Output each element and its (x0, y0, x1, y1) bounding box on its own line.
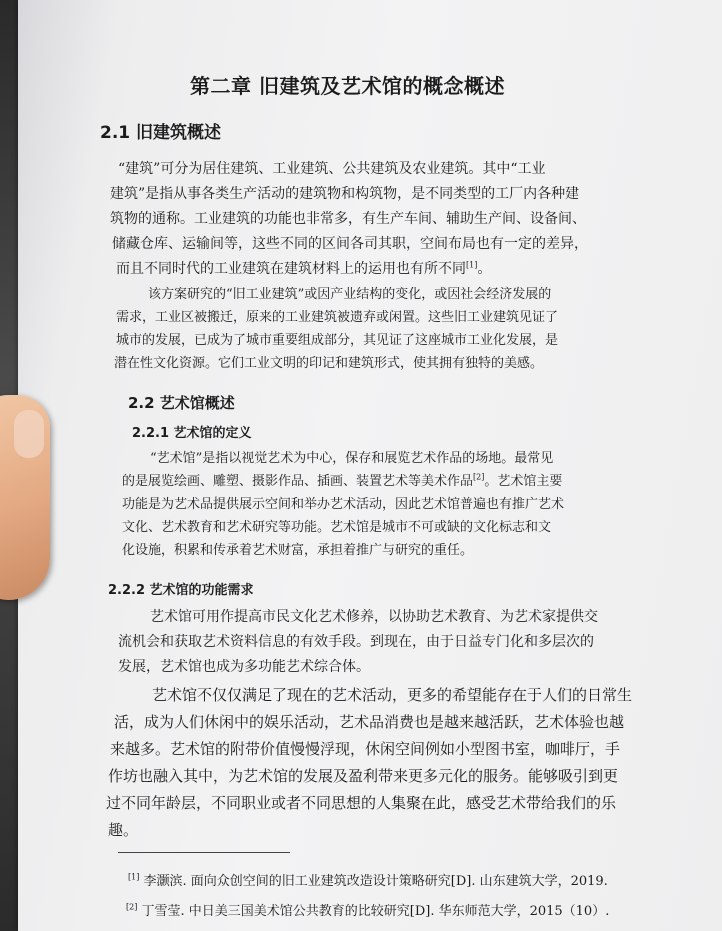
s222-line-5: 活，成为人们休闲中的娱乐活动，艺术品消费也是越来越活跃，艺术体验也越 (114, 713, 625, 731)
s21-line-1: “建筑”可分为居住建筑、工业建筑、公共建筑及农业建筑。其中“工业 (118, 161, 546, 177)
s21-line-4: 储藏仓库、运输间等，这些不同的区间各司其职，空间布局也有一定的差异， (112, 236, 588, 252)
footnote-1 (128, 870, 608, 889)
s21-line-5 (116, 258, 491, 278)
section-2-2-1-heading: 2.2.1 艺术馆的定义 (132, 426, 252, 441)
s222-line-4: 艺术馆不仅仅满足了现在的艺术活动，更多的希望能存在于人们的日常生 (152, 686, 633, 704)
s222-line-6: 来越多。艺术馆的附带价值慢慢浮现，休闲空间例如小型图书室，咖啡厅，手 (110, 740, 621, 758)
citation-2: [2] (473, 472, 485, 482)
page-content (18, 0, 722, 931)
chapter-title: 第二章 旧建筑及艺术馆的概念概述 (190, 74, 505, 98)
citation-1: [1] (466, 260, 478, 270)
s221-line-2-text: 的是展览绘画、雕塑、摄影作品、插画、装置艺术等美术作品 (122, 474, 474, 489)
footnote-1-text: 李灏滨. 面向众创空间的旧工业建筑改造设计策略研究[D]. 山东建筑大学，2019. (143, 874, 608, 889)
s21-line-3: 筑物的通称。工业建筑的功能也非常多，有生产车间、辅助生产间、设备间、 (110, 211, 586, 227)
footnote-2-text: 丁雪莹. 中日美三国美术馆公共教育的比较研究[D]. 华东师范大学，2015（10）. (141, 904, 610, 919)
s222-line-2: 流机会和获取艺术资料信息的有效手段。到现在，由于日益专门化和多层次的 (118, 634, 594, 650)
s21-line-6: 该方案研究的“旧工业建筑”或因产业结构的变化，或因社会经济发展的 (148, 287, 552, 302)
footnote-2 (126, 900, 609, 919)
document-page (18, 0, 722, 931)
s221-line-1: “艺术馆”是指以视觉艺术为中心，保存和展览艺术作品的场地。最常见 (150, 451, 554, 466)
s221-line-4: 文化、艺术教育和艺术研究等功能。艺术馆是城市不可或缺的文化标志和文 (122, 520, 552, 535)
s21-line-7: 需求，工业区被搬迁，原来的工业建筑被遗弃或闲置。这些旧工业建筑见证了 (116, 310, 559, 325)
section-2-1-heading: 2.1 旧建筑概述 (100, 123, 222, 143)
s222-line-7: 作坊也融入其中，为艺术馆的发展及盈利带来更多元化的服务。能够吸引到更 (108, 767, 619, 785)
s221-line-2-tail: 。艺术馆主要 (484, 474, 563, 489)
thumbnail (14, 410, 44, 458)
s222-line-3: 发展，艺术馆也成为多功能艺术综合体。 (118, 659, 370, 675)
s222-line-8: 过不同年龄层，不同职业或者不同思想的人集聚在此，感受艺术带给我们的乐 (106, 794, 617, 812)
section-2-2-heading: 2.2 艺术馆概述 (128, 394, 235, 412)
footnote-2-mark: [2] (126, 902, 138, 912)
section-2-2-2-heading: 2.2.2 艺术馆的功能需求 (108, 583, 254, 598)
s21-line-5-tail: 。 (477, 261, 492, 277)
s21-line-5-text: 而且不同时代的工业建筑在建筑材料上的运用也有所不同 (116, 261, 466, 277)
s21-line-9: 潜在性文化资源。它们工业文明的印记和建筑形式，使其拥有独特的美感。 (114, 356, 544, 371)
footnote-divider (118, 852, 290, 853)
s21-line-8: 城市的发展，已成为了城市重要组成部分，其见证了这座城市工业化发展，是 (116, 333, 559, 348)
s221-line-5: 化设施，积累和传承着艺术财富，承担着推广与研究的重任。 (122, 543, 474, 558)
s221-line-3: 功能是为艺术品提供展示空间和举办艺术活动，因此艺术馆普遍也有推广艺术 (122, 497, 565, 512)
s221-line-2 (122, 470, 562, 489)
s222-line-9: 趣。 (108, 821, 139, 839)
s21-line-2: 建筑”是指从事各类生产活动的建筑物和构筑物，是不同类型的工厂内各种建 (110, 186, 580, 202)
footnote-1-mark: [1] (128, 872, 140, 882)
s222-line-1: 艺术馆可用作提高市民文化艺术修养，以协助艺术教育、为艺术家提供交 (150, 609, 598, 625)
